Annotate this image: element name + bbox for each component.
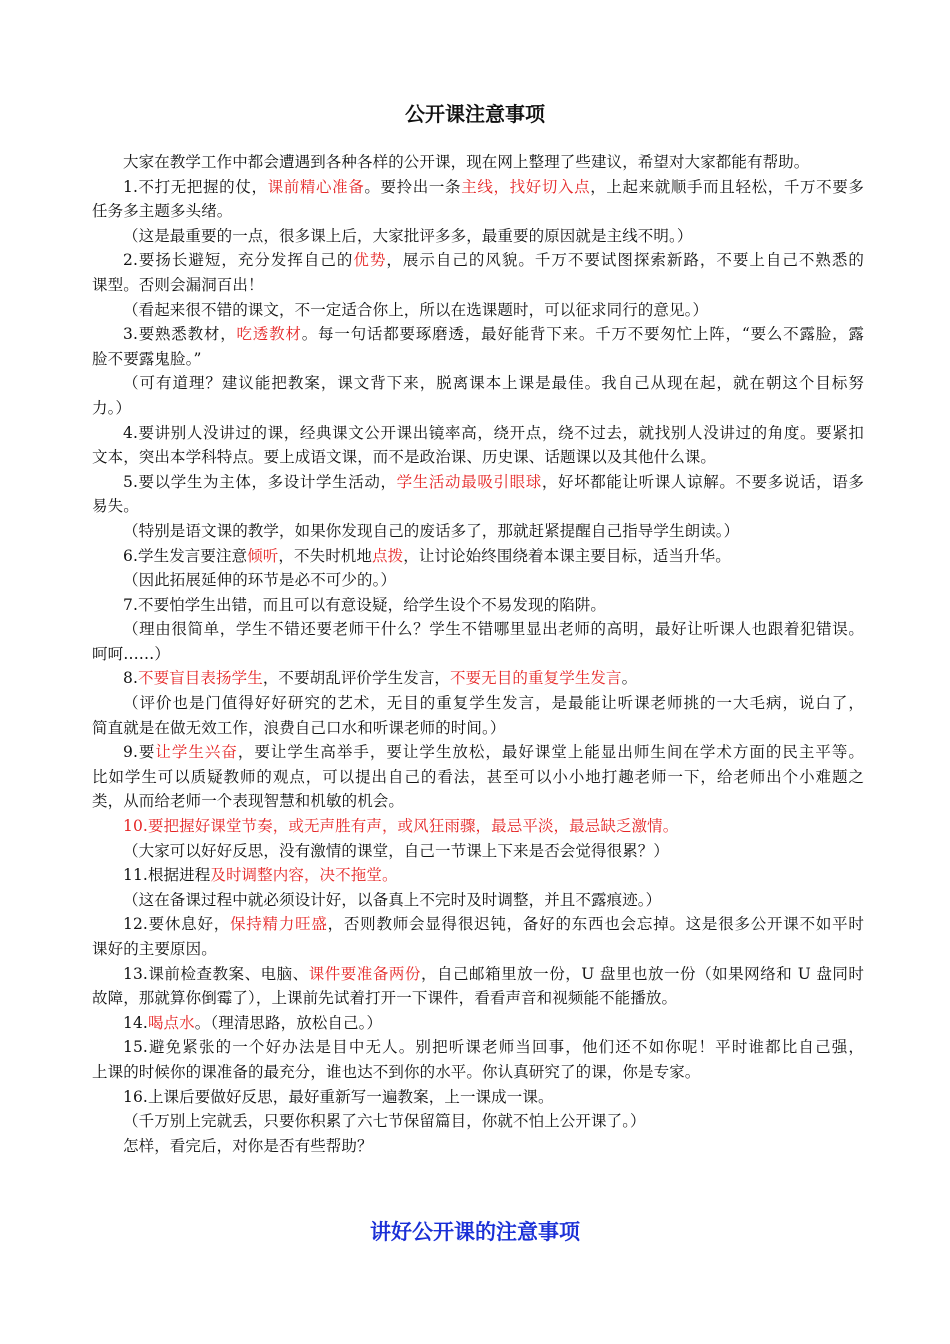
highlighted-text: 10.要把握好课堂节奏，或无声胜有声，或风狂雨骤，最忌平淡，最忌缺乏激情。 bbox=[123, 817, 679, 836]
text-span: 2.要扬长避短，充分发挥自己的 bbox=[123, 251, 354, 270]
text-span: 6.学生发言要注意 bbox=[123, 546, 248, 565]
text-line bbox=[92, 322, 864, 347]
text-span: 。（理清思路，放松自己。） bbox=[194, 1013, 383, 1032]
text-span: 1.不打无把握的仗， bbox=[123, 177, 268, 196]
text-span: （这是最重要的一点，很多课上后，大家批评多多，最重要的原因就是主线不明。） bbox=[123, 226, 693, 245]
text-line bbox=[92, 470, 864, 495]
text-line bbox=[92, 298, 864, 323]
text-span: 4.要讲别人没讲过的课，经典课文公开课出镜率高，绕开点，绕不过去，就找别人没讲过的角度。要紧扣 bbox=[123, 423, 864, 442]
text-span: ，要让学生高举手，要让学生放松，最好课堂上能显出师生间在学术方面的民主平等。 bbox=[237, 743, 864, 762]
text-line bbox=[92, 617, 864, 642]
text-span: ，展示自己的风貌。千万不要试图探索新路，不要上自己不熟悉的 bbox=[386, 251, 864, 270]
text-line bbox=[92, 740, 864, 765]
text-span: （这在备课过程中就必须设计好，以备真上不完时及时调整，并且不露痕迹。） bbox=[123, 890, 662, 909]
text-line bbox=[92, 839, 864, 864]
text-span: 任务多主题多头绪。 bbox=[92, 202, 233, 221]
text-span: 13.课前检查教案、电脑、 bbox=[123, 964, 309, 983]
text-span: 课型。否则会漏洞百出！ bbox=[92, 275, 264, 294]
text-span: 3.要熟悉教材， bbox=[123, 325, 237, 344]
text-line bbox=[92, 494, 864, 519]
text-line bbox=[92, 937, 864, 962]
text-line bbox=[92, 248, 864, 273]
text-span: （评价也是门值得好好研究的艺术，无目的重复学生发言，是最能让听课老师挑的一大毛病，说白了， bbox=[123, 694, 864, 713]
text-span: 。每一句话都要琢磨透，最好能背下来。千万不要匆忙上阵，“要么不露脸，露 bbox=[301, 325, 864, 344]
text-span: 呵呵……） bbox=[92, 644, 171, 663]
text-line bbox=[92, 593, 864, 618]
text-line bbox=[92, 962, 864, 987]
highlighted-text: 课前精心准备 bbox=[267, 177, 365, 196]
text-line bbox=[92, 396, 864, 421]
text-span: 文本，突出本学科特点。要上成语文课，而不是政治课、历史课、话题课以及其他什么课。 bbox=[92, 448, 717, 467]
text-span: 12.要休息好， bbox=[123, 915, 230, 934]
highlighted-text: 点拨 bbox=[372, 546, 404, 565]
text-line bbox=[92, 716, 864, 741]
text-span: 脸不要露鬼脸。” bbox=[92, 349, 202, 368]
highlighted-text: 让学生兴奋 bbox=[155, 743, 238, 762]
text-line bbox=[92, 371, 864, 396]
text-span: （看起来很不错的课文，不一定适合你上，所以在选课题时，可以征求同行的意见。） bbox=[123, 300, 709, 319]
text-span: 。 bbox=[621, 669, 638, 688]
text-line bbox=[92, 1060, 864, 1085]
text-line bbox=[92, 544, 864, 569]
text-span: （大家可以好好反思，没有激情的课堂，自己一节课上下来是否会觉得很累？） bbox=[123, 841, 670, 860]
page-title: 公开课注意事项 bbox=[405, 102, 545, 126]
text-span: ，否则教师会显得很迟钝，备好的东西也会忘掉。这是很多公开课不如平时 bbox=[327, 915, 864, 934]
text-line bbox=[92, 888, 864, 913]
text-line bbox=[92, 1035, 864, 1060]
text-span: 怎样，看完后，对你是否有些帮助？ bbox=[123, 1136, 373, 1155]
text-span: 易失。 bbox=[92, 497, 139, 516]
text-span: （理由很简单，学生不错还要老师干什么？学生不错哪里显出老师的高明，最好让听课人也跟着犯错误。 bbox=[123, 620, 864, 639]
highlighted-text: 吃透教材 bbox=[236, 325, 302, 344]
text-line bbox=[92, 789, 864, 814]
highlighted-text: 主线，找好切入点 bbox=[461, 177, 591, 196]
text-line bbox=[92, 666, 864, 691]
text-span: 5.要以学生为主体，多设计学生活动， bbox=[123, 472, 397, 491]
text-span: 9.要 bbox=[123, 743, 156, 762]
text-span: 。要拎出一条 bbox=[364, 177, 462, 196]
text-line bbox=[92, 421, 864, 446]
text-span: 8. bbox=[123, 669, 138, 688]
document-body bbox=[92, 150, 864, 1158]
text-line bbox=[92, 691, 864, 716]
text-span: 类，从而给老师一个表现智慧和机敏的机会。 bbox=[92, 792, 405, 811]
text-line bbox=[92, 347, 864, 372]
text-line bbox=[92, 642, 864, 667]
text-span: ，上起来就顺手而且轻松，千万不要多 bbox=[590, 177, 864, 196]
text-span: 课好的主要原因。 bbox=[92, 940, 217, 958]
text-line bbox=[92, 986, 864, 1011]
text-span: ，好坏都能让听课人谅解。不要多说话，语多 bbox=[541, 472, 864, 491]
highlighted-text: 优势 bbox=[353, 251, 387, 270]
highlighted-text: 不要无目的重复学生发言 bbox=[450, 669, 622, 688]
text-line bbox=[92, 814, 864, 839]
highlighted-text: 及时调整内容，决不拖堂。 bbox=[210, 866, 398, 885]
text-span: 上课的时候你的课准备的最充分，谁也达不到你的水平。你认真研究了的课，你是专家。 bbox=[92, 1062, 701, 1081]
text-span: （特别是语文课的教学，如果你发现自己的废话多了，那就赶紧提醒自己指导学生朗读。） bbox=[123, 521, 740, 540]
text-span: 14. bbox=[123, 1013, 148, 1032]
highlighted-text: 课件要准备两份 bbox=[308, 964, 421, 983]
text-line bbox=[92, 1109, 864, 1134]
text-span: ，不失时机地 bbox=[278, 546, 373, 565]
text-line bbox=[92, 199, 864, 224]
text-line bbox=[92, 224, 864, 249]
text-span: ，不要胡乱评价学生发言， bbox=[262, 669, 451, 688]
section-title: 讲好公开课的注意事项 bbox=[370, 1219, 580, 1244]
text-span: 大家在教学工作中都会遭遇到各种各样的公开课，现在网上整理了些建议，希望对大家都能有帮助。 bbox=[123, 153, 810, 171]
text-line bbox=[92, 273, 864, 298]
text-span: 故障，那就算你倒霉了），上课前先试着打开一下课件，看看声音和视频能不能播放。 bbox=[92, 989, 678, 1008]
text-line bbox=[92, 765, 864, 790]
highlighted-text: 倾听 bbox=[247, 546, 279, 565]
text-span: （千万别上完就丢，只要你积累了六七节保留篇目，你就不怕上公开课了。） bbox=[123, 1112, 646, 1131]
text-line bbox=[92, 175, 864, 200]
highlighted-text: 保持精力旺盛 bbox=[230, 915, 328, 934]
text-span: 比如学生可以质疑教师的观点，可以提出自己的看法，甚至可以小小地打趣老师一下，给老师出个小难题之 bbox=[92, 767, 864, 786]
text-span: （可有道理？建议能把教案，课文背下来，脱离课本上课是最佳。我自己从现在起，就在朝这个目标努 bbox=[123, 374, 864, 393]
text-line bbox=[92, 519, 864, 544]
text-span: （因此拓展延伸的环节是必不可少的。） bbox=[123, 571, 397, 590]
text-line bbox=[92, 1134, 864, 1159]
text-line bbox=[92, 1085, 864, 1110]
text-span: 15.避免紧张的一个好办法是目中无人。别把听课老师当回事，他们还不如你呢！平时谁都比自己强， bbox=[123, 1038, 864, 1057]
text-span: 简直就是在做无效工作，浪费自己口水和听课老师的时间。） bbox=[92, 718, 506, 737]
text-span: 7.不要怕学生出错，而且可以有意设疑，给学生设个不易发现的陷阱。 bbox=[123, 595, 606, 614]
text-line bbox=[92, 863, 864, 888]
highlighted-text: 喝点水 bbox=[147, 1013, 195, 1032]
text-line bbox=[92, 150, 864, 175]
text-line bbox=[92, 568, 864, 593]
text-span: ，让讨论始终围绕着本课主要目标，适当升华。 bbox=[403, 546, 731, 565]
text-span: ，自己邮箱里放一份，U 盘里也放一份（如果网络和 U 盘同时 bbox=[420, 964, 864, 983]
text-span: 力。） bbox=[92, 398, 132, 417]
text-line bbox=[92, 912, 864, 937]
text-span: 11.根据进程 bbox=[123, 866, 211, 885]
text-line bbox=[92, 445, 864, 470]
highlighted-text: 不要盲目表扬学生 bbox=[138, 669, 263, 688]
text-span: 16.上课后要做好反思，最好重新写一遍教案，上一课成一课。 bbox=[123, 1087, 554, 1106]
highlighted-text: 学生活动最吸引眼球 bbox=[396, 472, 542, 491]
text-line bbox=[92, 1011, 864, 1036]
